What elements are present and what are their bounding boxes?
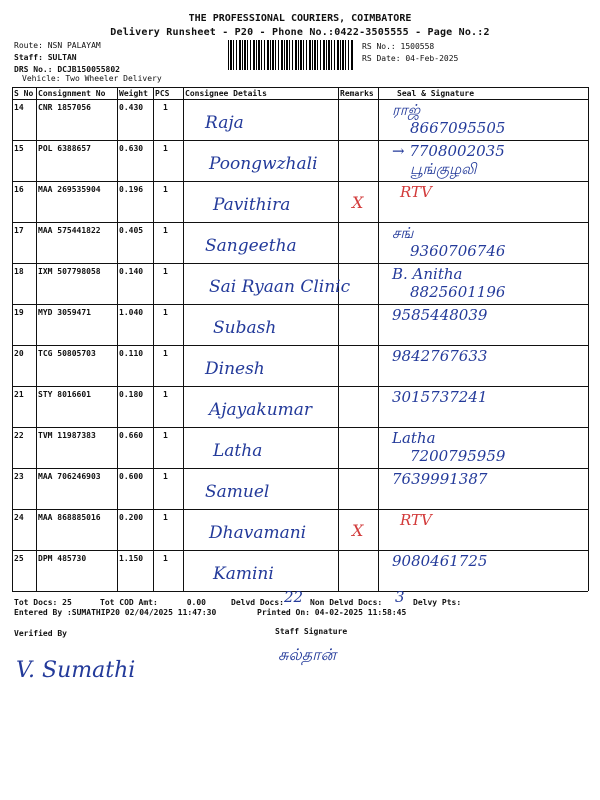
table-column-rule xyxy=(153,87,154,591)
cell-sno: 24 xyxy=(14,513,24,522)
cell-sno: 17 xyxy=(14,226,24,235)
cell-sno: 15 xyxy=(14,144,24,153)
consignee-name: Sangeetha xyxy=(205,236,297,256)
cell-wt: 1.040 xyxy=(119,308,144,317)
cell-cn: DPM 485730 xyxy=(38,554,87,563)
cell-wt: 0.110 xyxy=(119,349,144,358)
table-rule xyxy=(12,345,588,346)
cell-sno: 22 xyxy=(14,431,24,440)
cell-pcs: 1 xyxy=(163,554,168,563)
table-rule xyxy=(12,140,588,141)
cell-cn: MYD 3059471 xyxy=(38,308,91,317)
printed-on: Printed On: 04-02-2025 11:58:45 xyxy=(257,608,407,617)
cell-pcs: 1 xyxy=(163,390,168,399)
signature-line-1: 9585448039 xyxy=(392,306,488,324)
column-header: Remarks xyxy=(340,89,374,98)
signature-line-1: ராஜ் xyxy=(392,101,421,119)
staff-signature: சுல்தான் xyxy=(278,645,337,664)
total-docs: Tot Docs: 25 xyxy=(14,598,72,607)
column-header: Consignee Details xyxy=(185,89,267,98)
signature-line-1: → 7708002035 xyxy=(392,142,505,160)
signature-line-2: 9360706746 xyxy=(410,242,506,260)
cell-pcs: 1 xyxy=(163,103,168,112)
consignee-name: Sai Ryaan Clinic xyxy=(209,277,351,297)
cell-cn: MAA 575441822 xyxy=(38,226,101,235)
signature-line-1: 9080461725 xyxy=(392,552,488,570)
table-rule xyxy=(12,468,588,469)
route: Route: NSN PALAYAM xyxy=(14,41,101,50)
drs-number: DRS No.: DCJB150055802 xyxy=(14,65,120,74)
total-cod: Tot COD Amt: 0.00 xyxy=(100,598,206,607)
column-header: PCS xyxy=(155,89,170,98)
table-column-rule xyxy=(12,87,13,591)
cell-sno: 16 xyxy=(14,185,24,194)
cell-pcs: 1 xyxy=(163,308,168,317)
cell-wt: 0.180 xyxy=(119,390,144,399)
verified-by-signature: V. Sumathi xyxy=(16,658,136,683)
remark-mark: X xyxy=(352,521,364,540)
column-header: Consignment No xyxy=(38,89,106,98)
consignee-name: Subash xyxy=(213,318,277,338)
cell-wt: 0.140 xyxy=(119,267,144,276)
signature-line-2: 7200795959 xyxy=(410,447,506,465)
signature-line-1: RTV xyxy=(400,183,432,201)
verified-by-label: Verified By xyxy=(14,629,67,638)
table-rule xyxy=(12,99,588,100)
consignee-name: Samuel xyxy=(205,482,270,502)
cell-sno: 18 xyxy=(14,267,24,276)
table-rule xyxy=(12,427,588,428)
consignee-name: Ajayakumar xyxy=(209,400,313,420)
cell-sno: 14 xyxy=(14,103,24,112)
delivered-docs-value: 22 xyxy=(284,588,304,606)
cell-cn: MAA 868885016 xyxy=(38,513,101,522)
column-header: Weight xyxy=(119,89,148,98)
table-column-rule xyxy=(36,87,37,591)
staff-signature-label: Staff Signature xyxy=(275,627,348,636)
vehicle: Vehicle: Two Wheeler Delivery xyxy=(22,74,162,83)
cell-wt: 0.405 xyxy=(119,226,144,235)
cell-cn: IXM 507798058 xyxy=(38,267,101,276)
cell-cn: POL 6388657 xyxy=(38,144,91,153)
runsheet-subtitle: Delivery Runsheet - P20 - Phone No.:0422-3505555 - Page No.:2 xyxy=(110,27,490,38)
column-header: Seal & Signature xyxy=(397,89,475,98)
cell-sno: 20 xyxy=(14,349,24,358)
cell-sno: 23 xyxy=(14,472,24,481)
company-title: THE PROFESSIONAL COURIERS, COIMBATORE xyxy=(188,13,412,24)
signature-line-2: 8667095505 xyxy=(410,119,506,137)
barcode xyxy=(228,40,354,70)
signature-line-1: 9842767633 xyxy=(392,347,488,365)
cell-cn: MAA 706246903 xyxy=(38,472,101,481)
cell-sno: 25 xyxy=(14,554,24,563)
signature-line-1: Latha xyxy=(392,429,436,447)
signature-line-1: B. Anitha xyxy=(392,265,463,283)
cell-cn: CNR 1857056 xyxy=(38,103,91,112)
column-header: S No xyxy=(14,89,34,98)
table-rule xyxy=(12,181,588,182)
cell-pcs: 1 xyxy=(163,431,168,440)
consignee-name: Dinesh xyxy=(205,359,265,379)
cell-wt: 0.196 xyxy=(119,185,144,194)
cell-pcs: 1 xyxy=(163,472,168,481)
signature-line-1: 7639991387 xyxy=(392,470,488,488)
cell-sno: 19 xyxy=(14,308,24,317)
cell-pcs: 1 xyxy=(163,185,168,194)
signature-line-1: 3015737241 xyxy=(392,388,488,406)
cell-pcs: 1 xyxy=(163,267,168,276)
consignee-name: Poongwzhali xyxy=(209,154,318,174)
non-delivered-docs-label: Non Delvd Docs: xyxy=(310,598,383,607)
cell-cn: TCG 50805703 xyxy=(38,349,96,358)
cell-wt: 0.630 xyxy=(119,144,144,153)
signature-line-1: RTV xyxy=(400,511,432,529)
consignee-name: Raja xyxy=(205,113,244,133)
consignee-name: Kamini xyxy=(213,564,274,584)
cell-wt: 1.150 xyxy=(119,554,144,563)
signature-line-2: பூங்குழலி xyxy=(410,160,477,178)
table-rule xyxy=(12,304,588,305)
table-column-rule xyxy=(338,87,339,591)
cell-cn: MAA 269535904 xyxy=(38,185,101,194)
table-column-rule xyxy=(378,87,379,591)
signature-line-2: 8825601196 xyxy=(410,283,506,301)
consignee-name: Pavithira xyxy=(213,195,291,215)
consignee-name: Latha xyxy=(213,441,263,461)
consignee-name: Dhavamani xyxy=(209,523,307,543)
delivery-points-label: Delvy Pts: xyxy=(413,598,462,607)
cell-wt: 0.600 xyxy=(119,472,144,481)
table-rule xyxy=(12,509,588,510)
cell-pcs: 1 xyxy=(163,349,168,358)
entered-by: Entered By :SUMATHIP20 02/04/2025 11:47:30 xyxy=(14,608,217,617)
cell-wt: 0.660 xyxy=(119,431,144,440)
non-delivered-docs-value: 3 xyxy=(395,588,405,606)
cell-wt: 0.430 xyxy=(119,103,144,112)
table-rule xyxy=(12,263,588,264)
table-rule xyxy=(12,87,588,88)
cell-sno: 21 xyxy=(14,390,24,399)
staff: Staff: SULTAN xyxy=(14,53,77,62)
cell-pcs: 1 xyxy=(163,513,168,522)
cell-cn: TVM 11987383 xyxy=(38,431,96,440)
table-rule xyxy=(12,386,588,387)
table-rule xyxy=(12,222,588,223)
delivered-docs-label: Delvd Docs: xyxy=(231,598,284,607)
table-column-rule xyxy=(183,87,184,591)
rs-date: RS Date: 04-Feb-2025 xyxy=(362,54,459,63)
signature-line-1: சங் xyxy=(392,224,414,242)
table-column-rule xyxy=(588,87,589,591)
cell-pcs: 1 xyxy=(163,144,168,153)
remark-mark: X xyxy=(352,193,364,212)
cell-cn: STY 8016601 xyxy=(38,390,91,399)
rs-number: RS No.: 1500558 xyxy=(362,42,435,51)
table-rule xyxy=(12,550,588,551)
cell-wt: 0.200 xyxy=(119,513,144,522)
cell-pcs: 1 xyxy=(163,226,168,235)
table-column-rule xyxy=(117,87,118,591)
